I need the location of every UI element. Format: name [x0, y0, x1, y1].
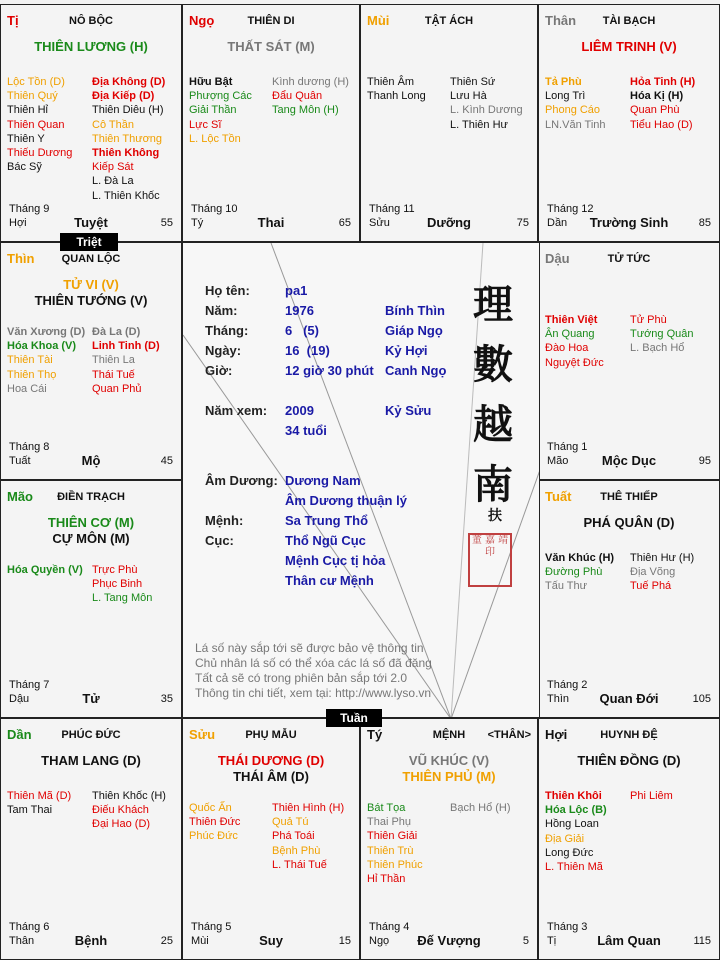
star: Thiên Khôi — [545, 790, 602, 802]
main-star: PHÁ QUÂN (D) — [583, 515, 675, 530]
stage-label: Mộc Dục — [601, 453, 657, 468]
left-stars — [7, 325, 85, 396]
star: Đào Hoa — [545, 342, 589, 355]
star: Quả Tú — [272, 816, 309, 829]
star: Thanh Long — [367, 90, 426, 103]
main-star: THẤT SÁT (M) — [227, 39, 315, 54]
age-number: 65 — [338, 217, 351, 229]
cell-footer — [547, 441, 711, 471]
star: Địa Giải — [545, 832, 585, 845]
right-stars — [272, 801, 344, 872]
star: Long Trì — [545, 90, 586, 103]
left-stars — [7, 563, 83, 577]
star: Quan Phù — [630, 104, 680, 117]
palace-cell-ti[interactable] — [0, 4, 182, 242]
main-star: CỰ MÔN (M) — [52, 531, 130, 546]
notice-line: Chủ nhân lá số có thể xóa các lá số đã đăng — [195, 656, 432, 670]
branch-label: Ngọ — [189, 13, 215, 28]
cell-header — [7, 489, 175, 507]
info-value-2: Bính Thìn — [385, 303, 445, 318]
palace-cell-hoi[interactable] — [538, 718, 720, 960]
age-number: 105 — [692, 693, 711, 705]
calligraphy-char-3: 越 — [473, 401, 513, 448]
star: Thiên Không — [92, 147, 160, 160]
cell-header — [189, 13, 353, 31]
month-label: Tháng 6 — [9, 921, 50, 933]
info-label: Cục: — [205, 533, 234, 548]
stage-label: Tuyệt — [74, 215, 108, 230]
can-label: Hợi — [9, 217, 27, 229]
info-value: pa1 — [285, 283, 308, 298]
main-star: LIÊM TRINH (V) — [581, 39, 677, 54]
star: Linh Tinh (D) — [92, 340, 160, 353]
cell-footer — [369, 921, 529, 951]
star: Hoa Cái — [7, 382, 47, 395]
stage-label: Mộ — [81, 453, 101, 468]
palace-name: TÀI BẠCH — [602, 15, 656, 27]
star: Thiên Việt — [545, 314, 598, 326]
star: Đẩu Quân — [272, 90, 323, 103]
month-label: Tháng 2 — [547, 679, 588, 691]
branch-label: Dậu — [545, 251, 570, 266]
star: Thiên Sứ — [450, 76, 496, 88]
star: LN.Văn Tinh — [545, 118, 606, 131]
month-label: Tháng 1 — [547, 441, 588, 453]
info-value: Thân cư Mệnh — [285, 573, 374, 588]
star: Hỏa Tinh (H) — [630, 76, 696, 88]
star: Thiên Giải — [367, 830, 418, 843]
right-stars — [272, 75, 349, 118]
branch-label: Tuất — [545, 489, 572, 504]
star: Thiên Hỉ — [7, 104, 48, 117]
palace-name: TỬ TỨC — [607, 253, 651, 265]
cell-footer — [547, 679, 711, 709]
cell-footer — [9, 679, 173, 709]
left-stars — [545, 313, 604, 370]
age-number: 45 — [160, 455, 173, 467]
star: Thiên Âm — [367, 76, 415, 88]
calligraphy-char-2: 數 — [473, 341, 513, 388]
branch-label: Thìn — [7, 251, 35, 266]
info-value: Mệnh Cục tị hỏa — [285, 553, 386, 568]
info-value: 16 (19) — [285, 343, 330, 358]
star: L. Thái Tuế — [272, 858, 327, 871]
cell-header — [545, 727, 713, 745]
star: Thiên Tài — [7, 354, 53, 367]
cell-footer — [9, 921, 173, 951]
cell-header — [545, 13, 713, 31]
info-label: Giờ: — [205, 363, 233, 378]
star: Thiên La — [92, 354, 135, 367]
right-stars — [630, 551, 694, 594]
month-label: Tháng 7 — [9, 679, 50, 691]
palace-name: THIÊN DI — [247, 15, 295, 27]
stage-label: Quan Đới — [599, 691, 659, 706]
star: Kiếp Sát — [92, 161, 134, 174]
palace-name: TẬT ÁCH — [424, 15, 474, 27]
triet-tag: Triệt — [60, 233, 118, 251]
star: Cô Thần — [92, 118, 134, 131]
left-stars — [189, 801, 240, 844]
stage-label: Thai — [257, 215, 285, 230]
palace-cell-mui[interactable] — [360, 4, 538, 242]
stage-label: Bệnh — [74, 933, 108, 948]
cell-header — [545, 489, 713, 507]
main-star: THIÊN TƯỚNG (V) — [34, 293, 148, 308]
info-label: Tháng: — [205, 323, 249, 338]
info-value-2: Giáp Ngọ — [385, 323, 443, 338]
main-star: TỬ VI (V) — [63, 277, 119, 292]
notice-line: Lá số này sắp tới sẽ được bảo vệ thông tin — [195, 641, 424, 655]
cell-footer — [547, 921, 711, 951]
left-stars — [367, 75, 426, 103]
star: Thiên Thọ — [7, 368, 57, 381]
main-star: THÁI DƯƠNG (D) — [217, 753, 325, 768]
small-calligraphy: 扶 — [488, 508, 502, 524]
star: Bát Tọa — [367, 802, 406, 814]
star: Bạch Hổ (H) — [450, 802, 511, 814]
can-label: Dậu — [9, 693, 30, 705]
palace-name: THÊ THIẾP — [600, 491, 658, 503]
palace-name: NÔ BỘC — [69, 15, 113, 27]
cell-header — [545, 251, 713, 269]
palace-name: MỆNH — [432, 729, 466, 741]
stage-label: Đế Vượng — [417, 933, 481, 948]
star: Tam Thai — [7, 804, 53, 817]
palace-cell-thin[interactable] — [0, 242, 182, 480]
stage-label: Lâm Quan — [597, 933, 661, 948]
star: Thiên Trù — [367, 844, 414, 857]
month-label: Tháng 8 — [9, 441, 50, 453]
main-star: THAM LANG (D) — [41, 753, 141, 768]
palace-cell-dau[interactable] — [538, 242, 720, 480]
palace-name: QUAN LỘC — [61, 253, 121, 265]
age-number: 55 — [160, 217, 173, 229]
right-stars — [92, 75, 165, 203]
cell-footer — [191, 921, 351, 951]
stage-label: Dưỡng — [427, 215, 471, 230]
star: Đại Hao (D) — [92, 818, 151, 831]
branch-label: Hợi — [545, 727, 568, 742]
left-stars — [545, 75, 606, 132]
star: Phúc Đức — [189, 830, 238, 843]
star: Thiên Quý — [7, 90, 58, 103]
star: Hỉ Thần — [367, 873, 406, 886]
age-number: 75 — [516, 217, 529, 229]
star: Hồng Loan — [545, 818, 599, 831]
star: Phượng Các — [189, 90, 252, 103]
can-label: Tý — [191, 217, 204, 229]
star: Long Đức — [545, 846, 594, 859]
star: Đường Phù — [545, 566, 603, 579]
month-label: Tháng 4 — [369, 921, 410, 933]
branch-label: Sửu — [189, 727, 216, 742]
info-value-2: Kỷ Hợi — [385, 343, 428, 358]
center-panel — [182, 242, 540, 718]
can-label: Mùi — [191, 935, 209, 947]
month-label: Tháng 3 — [547, 921, 588, 933]
star: Tấu Thư — [545, 580, 588, 593]
age-number: 25 — [160, 935, 173, 947]
red-seal: 董 嘉 靖 印 — [468, 533, 512, 587]
left-stars — [367, 801, 423, 886]
star: Thiên Hình (H) — [272, 802, 345, 814]
left-stars — [545, 551, 614, 594]
info-value: Âm Dương thuận lý — [285, 493, 407, 508]
info-value: 34 tuổi — [285, 423, 327, 438]
star: Hóa Quyền (V) — [7, 564, 83, 576]
info-value: Dương Nam — [285, 473, 361, 488]
cell-header — [7, 727, 175, 745]
branch-label: Mùi — [367, 13, 390, 28]
main-star: THIÊN ĐỒNG (D) — [577, 753, 681, 768]
star: Hóa Lộc (B) — [545, 804, 607, 817]
star: L. Kình Dương — [450, 104, 523, 117]
calligraphy-char-4: 南 — [473, 461, 513, 508]
left-stars — [7, 75, 72, 174]
star: Thiên Mã (D) — [7, 790, 72, 802]
can-label: Tị — [547, 935, 557, 947]
main-star: THIÊN PHỦ (M) — [402, 769, 496, 784]
info-value: 12 giờ 30 phút — [285, 363, 374, 378]
age-number: 85 — [698, 217, 711, 229]
palace-name: ĐIỀN TRẠCH — [57, 491, 125, 503]
info-label: Mệnh: — [205, 513, 244, 528]
branch-label: Tý — [367, 727, 383, 742]
star: Thiếu Dương — [7, 147, 73, 160]
star: L. Thiên Khốc — [92, 189, 160, 202]
star: Tử Phù — [630, 314, 667, 326]
cell-header — [189, 727, 353, 745]
star: Hữu Bật — [189, 76, 233, 88]
right-stars — [450, 801, 511, 815]
star: L. Thiên Mã — [545, 861, 603, 874]
cell-footer — [9, 203, 173, 233]
left-stars — [189, 75, 252, 146]
star: Phá Toái — [272, 830, 315, 843]
star: Thiên Khốc (H) — [92, 790, 166, 802]
stage-label: Tử — [82, 691, 100, 706]
star: Phi Liêm — [630, 790, 673, 802]
month-label: Tháng 12 — [547, 203, 594, 215]
star: Tuế Phá — [630, 580, 672, 593]
left-stars — [7, 789, 71, 817]
than-marker: <THÂN> — [487, 729, 531, 741]
star: Phục Binh — [92, 578, 143, 591]
star: Thiên Y — [7, 132, 45, 145]
star: Thai Phụ — [367, 816, 412, 829]
star: Thiên Đức — [189, 816, 241, 829]
star: Tả Phù — [545, 76, 582, 88]
right-stars — [630, 75, 695, 132]
info-label: Năm: — [205, 303, 238, 318]
palace-name: PHÚC ĐỨC — [61, 729, 121, 741]
main-star: THIÊN LƯƠNG (H) — [34, 39, 148, 54]
left-stars — [545, 789, 607, 874]
cell-header — [7, 13, 175, 31]
star: Địa Không (D) — [92, 76, 166, 88]
age-number: 95 — [698, 455, 711, 467]
palace-cell-mao[interactable] — [0, 480, 182, 718]
cell-footer — [9, 441, 173, 471]
star: Quốc Ấn — [189, 802, 232, 814]
star: Thiên Hư (H) — [630, 552, 695, 564]
age-number: 5 — [522, 935, 529, 947]
right-stars — [92, 789, 166, 832]
stage-label: Trường Sinh — [589, 215, 669, 230]
cell-footer — [191, 203, 351, 233]
star: Địa Kiếp (D) — [92, 90, 155, 103]
month-label: Tháng 5 — [191, 921, 232, 933]
star: L. Lộc Tồn — [189, 132, 241, 145]
info-label: Họ tên: — [205, 283, 250, 298]
star: L. Bạch Hổ — [630, 342, 685, 355]
star: Văn Xương (D) — [7, 326, 86, 338]
star: Tang Môn (H) — [272, 104, 339, 117]
right-stars — [92, 325, 160, 396]
calligraphy-char-1: 理 — [473, 281, 513, 328]
month-label: Tháng 11 — [369, 203, 415, 215]
age-number: 15 — [338, 935, 351, 947]
star: Phong Cáo — [545, 104, 601, 117]
right-stars — [630, 313, 694, 356]
star: Hóa Khoa (V) — [7, 340, 77, 353]
palace-cell-tuat[interactable] — [538, 480, 720, 718]
month-label: Tháng 9 — [9, 203, 50, 215]
palace-cell-than[interactable] — [538, 4, 720, 242]
info-value: Thổ Ngũ Cục — [285, 533, 366, 548]
branch-label: Mão — [7, 489, 33, 504]
star: Lộc Tồn (D) — [7, 76, 65, 88]
branch-label: Tị — [7, 13, 19, 28]
star: Thiên Thương — [92, 132, 163, 145]
star: Lực Sĩ — [189, 118, 222, 131]
main-star: THIÊN CƠ (M) — [47, 515, 135, 530]
info-value: 2009 — [285, 403, 314, 418]
info-label: Âm Dương: — [205, 473, 278, 488]
branch-label: Thân — [545, 13, 577, 28]
star: Hóa Kị (H) — [630, 90, 684, 103]
star: Địa Võng — [630, 566, 676, 579]
star: Tiểu Hao (D) — [630, 118, 693, 131]
star: Thiên Quan — [7, 118, 65, 131]
branch-label: Dần — [7, 727, 32, 742]
info-value-2: Canh Ngọ — [385, 363, 447, 378]
can-label: Thân — [9, 935, 35, 947]
tuan-tag: Tuần — [326, 709, 382, 727]
palace-name: HUYNH ĐỆ — [600, 729, 658, 741]
info-value: 6 (5) — [285, 323, 319, 338]
age-number: 35 — [160, 693, 173, 705]
cell-footer — [369, 203, 529, 233]
can-label: Thìn — [547, 693, 570, 705]
can-label: Sửu — [369, 217, 390, 229]
star: Ân Quang — [545, 328, 595, 341]
star: Thiên Phúc — [367, 858, 423, 871]
cell-footer — [547, 203, 711, 233]
star: Tướng Quân — [630, 328, 694, 341]
star: Thiên Diêu (H) — [92, 104, 164, 117]
main-star: VŨ KHÚC (V) — [408, 753, 490, 768]
can-label: Mão — [547, 455, 569, 467]
palace-cell-dan[interactable] — [0, 718, 182, 960]
info-label: Năm xem: — [205, 403, 268, 418]
right-stars — [630, 789, 673, 803]
info-label: Ngày: — [205, 343, 242, 358]
star: Bác Sỹ — [7, 161, 42, 174]
main-star: THÁI ÂM (D) — [233, 769, 309, 784]
star: Quan Phủ — [92, 382, 142, 395]
star: Đà La (D) — [92, 326, 141, 338]
age-number: 115 — [693, 935, 711, 947]
stage-label: Suy — [259, 933, 283, 948]
star: Trực Phù — [92, 564, 138, 576]
info-value: Sa Trung Thổ — [285, 513, 369, 528]
month-label: Tháng 10 — [191, 203, 238, 215]
info-value: 1976 — [285, 303, 314, 318]
cell-header — [367, 727, 531, 745]
info-value-2: Kỷ Sửu — [385, 403, 432, 418]
star: Điếu Khách — [92, 804, 149, 817]
star: Kình dương (H) — [272, 76, 349, 88]
cell-header — [367, 13, 531, 31]
star: Nguyệt Đức — [545, 356, 604, 369]
right-stars — [450, 75, 523, 132]
notice-line: Thông tin chi tiết, xem tại: http://www.lyso.vn — [195, 686, 432, 700]
star: Giải Thần — [189, 104, 237, 117]
can-label: Tuất — [9, 455, 31, 467]
star: Văn Khúc (H) — [545, 552, 615, 564]
star: Thái Tuế — [92, 368, 135, 381]
palace-name: PHỤ MẪU — [245, 729, 297, 741]
palace-cell-ty[interactable] — [360, 718, 538, 960]
notice-line: Tất cả sẽ có trong phiên bản sắp tới 2.0 — [195, 671, 407, 685]
can-label: Ngọ — [369, 935, 390, 947]
cell-header — [7, 251, 175, 269]
star: Bệnh Phù — [272, 844, 321, 857]
star: L. Tang Môn — [92, 592, 153, 605]
right-stars — [92, 563, 152, 606]
palace-cell-ngo[interactable] — [182, 4, 360, 242]
star: Lưu Hà — [450, 90, 487, 103]
star: L. Đà La — [92, 175, 134, 188]
can-label: Dần — [547, 217, 568, 229]
star: L. Thiên Hư — [450, 118, 508, 131]
palace-cell-suu[interactable] — [182, 718, 360, 960]
